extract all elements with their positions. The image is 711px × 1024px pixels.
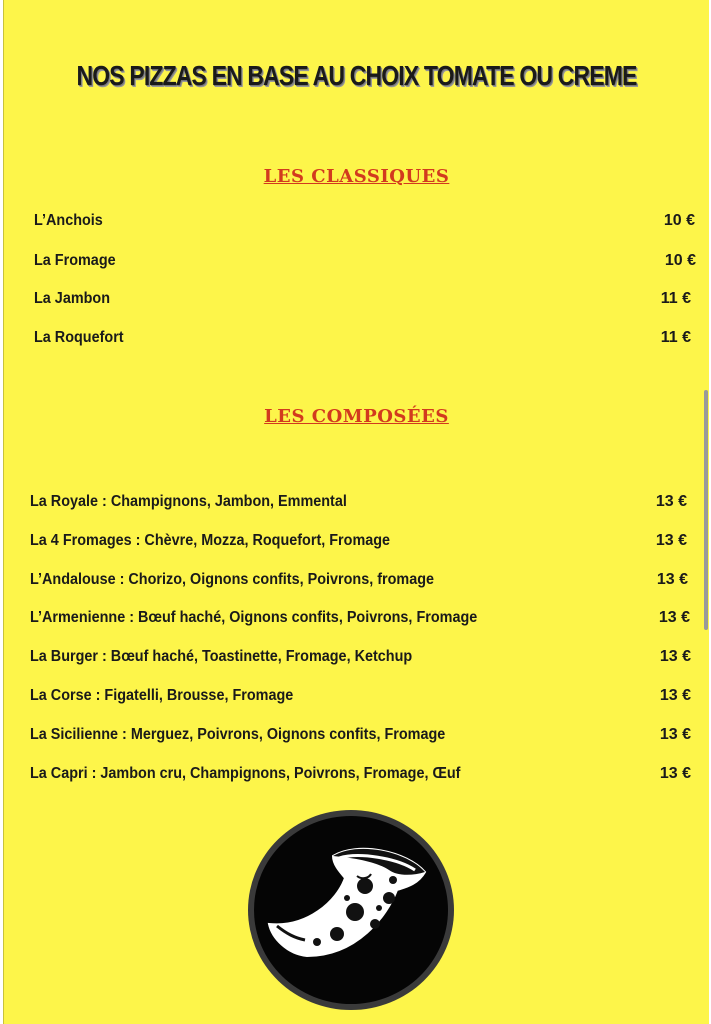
- menu-item-name: La Royale : Champignons, Jambon, Emmental: [30, 493, 347, 510]
- menu-item-name: La Corse : Figatelli, Brousse, Fromage: [30, 687, 294, 704]
- menu-item-name: L’Andalouse : Chorizo, Oignons confits, Poivrons, fromage: [30, 571, 435, 588]
- menu-item-price: 13 €: [659, 765, 691, 782]
- page-title: NOS PIZZAS EN BASE AU CHOIX TOMATE OU CREME: [76, 60, 637, 91]
- menu-item-price: 13 €: [658, 609, 690, 626]
- menu-item-name: La Capri : Jambon cru, Champignons, Poivrons, Fromage, Œuf: [30, 765, 461, 782]
- menu-item-name: La Jambon: [34, 290, 111, 307]
- menu-item-price: 13 €: [659, 648, 691, 665]
- menu-item-name: L’Armenienne : Bœuf haché, Oignons confits, Poivrons, Fromage: [30, 609, 478, 626]
- menu-item-name: La Roquefort: [34, 329, 124, 346]
- menu-item-price: 13 €: [659, 726, 691, 743]
- menu-item-price: 13 €: [656, 571, 688, 588]
- menu-item-price: 13 €: [655, 493, 687, 510]
- menu-item-price: 10 €: [663, 212, 695, 229]
- pizza-slice-icon: [247, 806, 455, 1014]
- menu-item-name: La Burger : Bœuf haché, Toastinette, Fromage, Ketchup: [30, 648, 413, 665]
- menu-item-price: 13 €: [655, 532, 687, 549]
- menu-item-price: 10 €: [664, 252, 696, 269]
- menu-item-name: L’Anchois: [34, 212, 103, 229]
- menu-item-price: 11 €: [660, 290, 691, 307]
- menu-item-price: 13 €: [659, 687, 691, 704]
- menu-item-name: La Fromage: [34, 252, 116, 269]
- menu-page: [3, 0, 709, 1024]
- section-heading-composees: LES COMPOSÉES: [264, 406, 449, 427]
- section-heading-classiques: LES CLASSIQUES: [263, 166, 450, 187]
- scrollbar[interactable]: [704, 390, 708, 630]
- menu-item-price: 11 €: [660, 329, 691, 346]
- menu-item-name: La 4 Fromages : Chèvre, Mozza, Roquefort, Fromage: [30, 532, 391, 549]
- menu-item-name: La Sicilienne : Merguez, Poivrons, Oignons confits, Fromage: [30, 726, 446, 743]
